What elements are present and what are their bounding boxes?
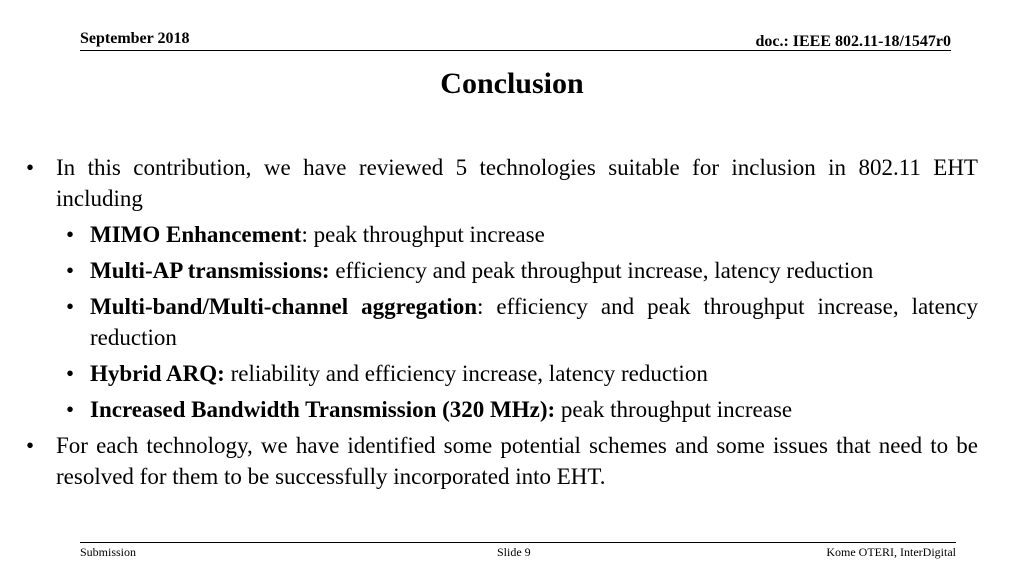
sub-bullet-term: Multi-band/Multi-channel aggregation [90, 294, 477, 319]
bullet-item [26, 430, 978, 492]
sub-bullet-text: : efficiency and peak throughput increase, latency reduction [90, 294, 978, 350]
bullet-marker: • [26, 155, 35, 180]
sub-bullet-marker: • [66, 222, 75, 247]
sub-bullet-marker: • [66, 258, 75, 283]
bullet-marker: • [26, 433, 35, 458]
header-divider [80, 50, 951, 51]
sub-bullet-item [26, 291, 978, 353]
sub-bullet-term: Multi-AP transmissions: [90, 258, 330, 283]
sub-bullet-text: efficiency and peak throughput increase, latency reduction [329, 258, 874, 283]
sub-bullet-item [26, 219, 978, 250]
sub-bullet-item [26, 358, 978, 389]
sub-bullet-marker: • [66, 361, 75, 386]
footer-slide-number: Slide 9 [497, 545, 531, 559]
bullet-item [26, 152, 978, 214]
slide-body [26, 152, 978, 492]
sub-bullet-term: Increased Bandwidth Transmission (320 MHz): [90, 397, 556, 422]
sub-bullet-term: Hybrid ARQ: [90, 361, 225, 386]
sub-bullet-text: reliability and efficiency increase, latency reduction [224, 361, 708, 386]
footer-submission: Submission [80, 545, 137, 559]
sub-bullet-list [26, 219, 978, 425]
sub-bullet-marker: • [66, 397, 75, 422]
sub-bullet-text: peak throughput increase [555, 397, 793, 422]
sub-bullet-item [26, 255, 978, 286]
slide-title: Conclusion [440, 67, 584, 100]
sub-bullet-item [26, 394, 978, 425]
sub-bullet-marker: • [66, 294, 75, 319]
footer-divider [80, 542, 956, 543]
sub-bullet-term: MIMO Enhancement [90, 222, 302, 247]
header-date: September 2018 [80, 30, 190, 47]
sub-bullet-text: : peak throughput increase [301, 222, 545, 247]
bullet-text: For each technology, we have identified some potential schemes and some issues that need to be resolved for them to be successfully incorporated into EHT. [56, 433, 978, 489]
bullet-text: In this contribution, we have reviewed 5 technologies suitable for inclusion in 802.11 EHT including [56, 155, 978, 211]
header-doc-id: doc.: IEEE 802.11-18/1547r0 [755, 33, 951, 50]
footer-author: Kome OTERI, InterDigital [826, 545, 956, 559]
